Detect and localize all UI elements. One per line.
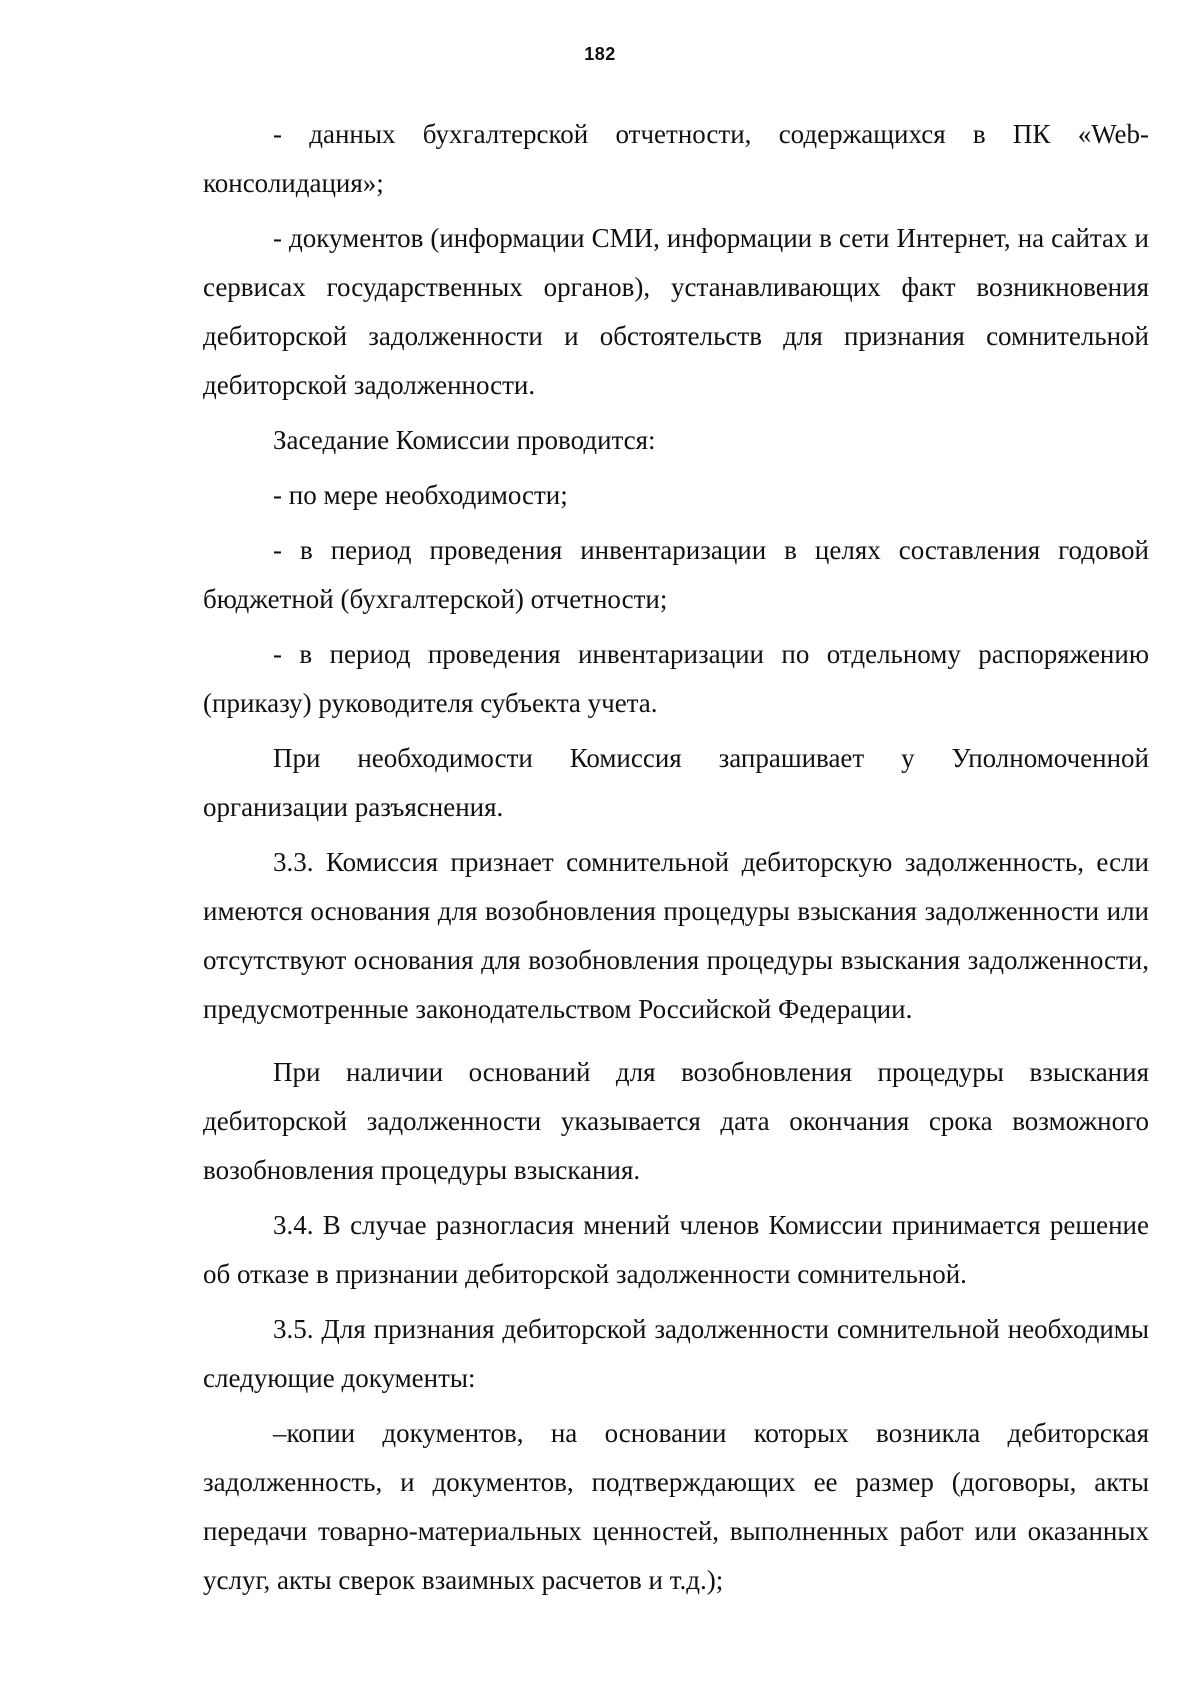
paragraph-order-inventory: - в период проведения инвентаризации по отдельному распоряжению (приказу) руководителя субъекта учета.: [203, 639, 1149, 718]
paragraph-section-3-5: 3.5. Для признания дебиторской задолженности сомнительной необходимы следующие документы:: [203, 1314, 1149, 1393]
paragraph-documents: - документов (информации СМИ, информации в сети Интернет, на сайтах и сервисах государственных органов), устанавливающих факт возникновения дебиторской задолженности и обстоятельств для признания сомнительной дебиторской задолженности.: [203, 223, 1149, 400]
paragraph-clarifications: При необходимости Комиссия запрашивает у Уполномоченной организации разъяснения.: [203, 743, 1149, 822]
document-body: [203, 110, 1149, 1611]
paragraph-section-3-4: 3.4. В случае разногласия мнений членов Комиссии принимается решение об отказе в признании дебиторской задолженности сомнительной.: [203, 1210, 1149, 1289]
paragraph-accounting-data: - данных бухгалтерской отчетности, содержащихся в ПК «Web-консолидация»;: [203, 119, 1149, 198]
page-number: 182: [584, 44, 616, 64]
paragraph-section-3-3: 3.3. Комиссия признает сомнительной дебиторскую задолженность, если имеются основания для возобновления процедуры взыскания задолженности или отсутствуют основания для возобновления процедуры взыскания задолженности, предусмотренные законодательством Российской Федерации.: [203, 847, 1149, 1024]
paragraph-document-copies: –копии документов, на основании которых возникла дебиторская задолженность, и документов, подтверждающих ее размер (договоры, акты передачи товарно-материальных ценностей, выполненных работ или оказанных услуг, акты сверок взаимных расчетов и т.д.);: [203, 1418, 1149, 1595]
paragraph-as-needed: - по мере необходимости;: [273, 480, 568, 510]
paragraph-resumption-grounds: При наличии оснований для возобновления процедуры взыскания дебиторской задолженности указывается дата окончания срока возможного возобновления процедуры взыскания.: [203, 1057, 1149, 1185]
paragraph-meeting-held: Заседание Комиссии проводится:: [273, 425, 656, 455]
paragraph-annual-inventory: - в период проведения инвентаризации в целях составления годовой бюджетной (бухгалтерской) отчетности;: [203, 535, 1149, 614]
